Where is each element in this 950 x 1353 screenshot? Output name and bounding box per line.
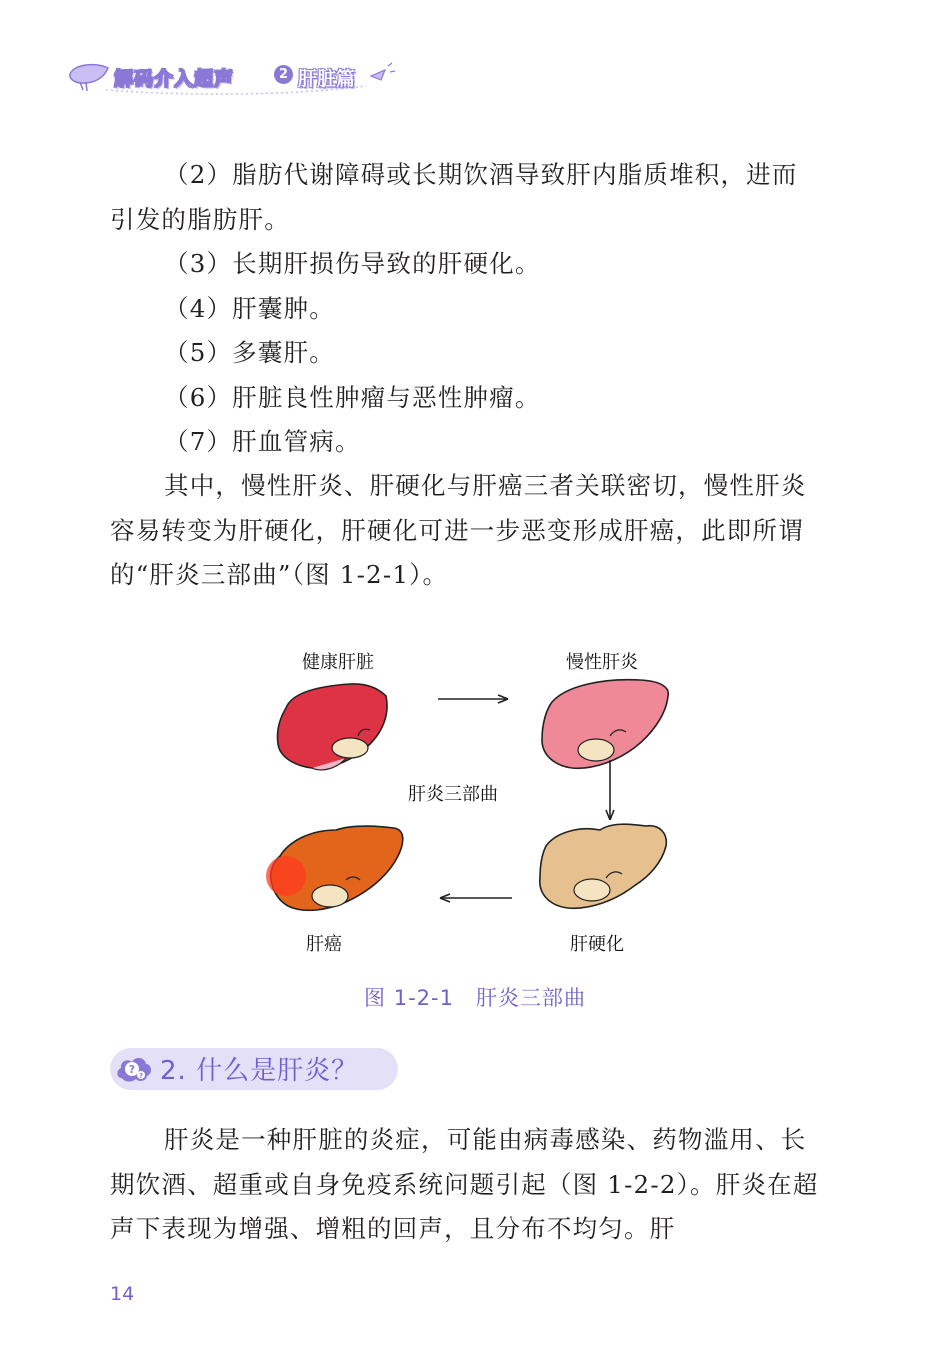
list-item-5: （5）多囊肝。: [164, 338, 335, 367]
section-title: 2. 什么是肝炎？: [160, 1056, 359, 1086]
label-healthy-liver: 健康肝脏: [302, 652, 374, 673]
figure-caption: 图 1-2-1 肝炎三部曲: [364, 986, 586, 1010]
list-item-4: （4）肝囊肿。: [164, 294, 335, 323]
healthy-liver-illustration: [277, 684, 387, 770]
liver-cancer-illustration: [266, 826, 403, 910]
arrow-down-icon: [606, 760, 614, 820]
list-item-6: （6）肝脏良性肿瘤与恶性肿瘤。: [164, 383, 541, 412]
label-hepatitis-trilogy: 肝炎三部曲: [408, 784, 498, 805]
label-liver-cancer: 肝癌: [306, 934, 342, 955]
volume-badge: 2: [274, 65, 293, 84]
cirrhosis-liver-illustration: [540, 824, 667, 908]
svg-text:?: ?: [138, 1072, 144, 1080]
list-item-3: （3）长期肝损伤导致的肝硬化。: [164, 249, 541, 278]
page-number: 14: [110, 1283, 135, 1305]
paragraph-what-is-hepatitis: 肝炎是一种肝脏的炎症，可能由病毒感染、药物滥用、长期饮酒、超重或自身免疫系统问题引起（图 1-2-2）。肝炎在超声下表现为增强、增粗的回声，且分布不均匀。肝: [110, 1125, 819, 1244]
paragraph-hepatitis-trilogy: 其中，慢性肝炎、肝硬化与肝癌三者关联密切，慢性肝炎容易转变为肝硬化，肝硬化可进一步恶变形成肝癌，此即所谓的“肝炎三部曲”（图 1-2-1）。: [110, 471, 807, 590]
book-subtitle: 肝脏篇: [298, 68, 356, 90]
list-item-2: （2）脂肪代谢障碍或长期饮酒导致肝内脂质堆积，进而引发的脂肪肝。: [110, 160, 798, 234]
svg-text:?: ?: [128, 1063, 136, 1076]
list-item-7: （7）肝血管病。: [164, 427, 361, 456]
question-cloud-icon: [114, 1052, 154, 1086]
chronic-hepatitis-liver-illustration: [542, 680, 668, 769]
label-cirrhosis: 肝硬化: [570, 934, 624, 955]
arrow-left-icon: [440, 894, 512, 902]
running-header: [66, 56, 396, 96]
figure-hepatitis-trilogy: [250, 640, 690, 960]
book-title: 解码介入超声: [114, 68, 235, 90]
arrow-right-icon: [438, 695, 508, 703]
label-chronic-hepatitis: 慢性肝炎: [566, 652, 638, 673]
